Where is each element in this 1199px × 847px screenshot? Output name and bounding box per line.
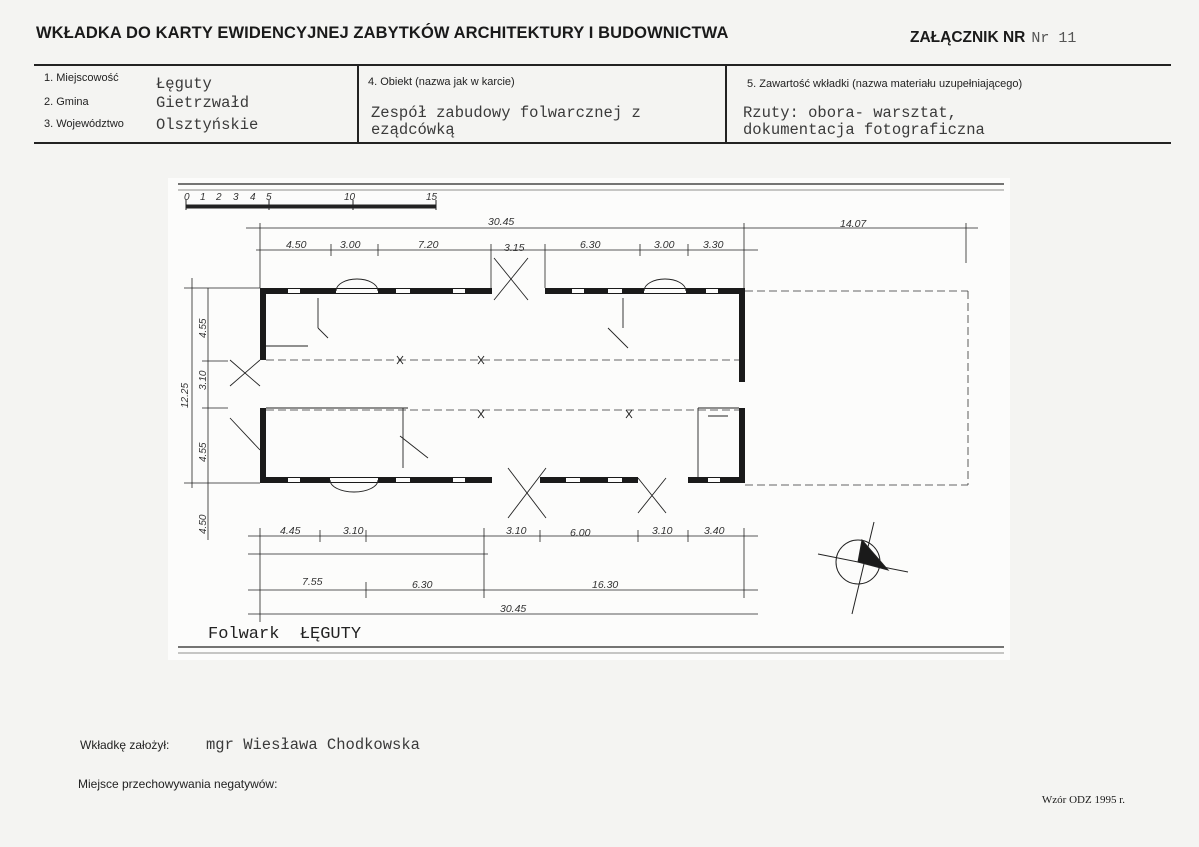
bottom-dim-7: 7.55	[302, 576, 323, 588]
created-by-value: mgr Wiesława Chodkowska	[206, 736, 420, 754]
dashed-axes	[266, 291, 968, 485]
left-dim-4: 4.50	[198, 514, 209, 534]
form-title: WKŁADKA DO KARTY EWIDENCYJNEJ ZABYTKÓW ARCHITEKTURY I BUDOWNICTWA	[36, 24, 729, 42]
scale-tick-0: 0	[184, 192, 190, 203]
scale-bar	[186, 200, 436, 210]
template-note: Wzór ODZ 1995 r.	[1041, 794, 1125, 806]
top-dim-1: 4.50	[286, 239, 307, 251]
left-dim-3: 4.55	[198, 442, 209, 462]
left-dim-total: 12.25	[180, 382, 191, 408]
locality-value: Łęguty	[156, 75, 212, 93]
voivodeship-value: Olsztyńskie	[156, 116, 259, 134]
top-dim-7: 3.30	[703, 239, 724, 251]
top-dim-6: 3.00	[654, 239, 675, 251]
locality-label: 1. Miejscowość	[44, 72, 119, 84]
bottom-dim-2: 3.10	[343, 525, 364, 537]
scale-tick-4: 4	[250, 192, 256, 203]
scale-tick-15: 15	[426, 192, 438, 203]
table-bottom-rule	[34, 142, 1171, 144]
commune-value: Gietrzwałd	[156, 94, 250, 112]
window-openings	[288, 289, 720, 482]
top-dim-3: 7.20	[418, 239, 439, 251]
voivodeship-label: 3. Województwo	[44, 118, 124, 130]
scale-tick-3: 3	[233, 192, 239, 203]
north-arrow	[818, 522, 908, 614]
created-by-label: Wkładkę założył:	[80, 738, 170, 752]
scale-tick-2: 2	[216, 192, 222, 203]
negatives-label: Miejsce przechowywania negatywów:	[78, 777, 278, 791]
floor-plan-drawing	[168, 178, 1010, 660]
left-dimension-lines	[184, 278, 260, 540]
top-extension-dim: 14.07	[840, 218, 867, 230]
annex-label: ZAŁĄCZNIK NR	[910, 29, 1026, 46]
left-dim-2: 3.10	[198, 370, 209, 390]
scale-tick-10: 10	[344, 192, 356, 203]
bottom-dim-5: 3.10	[652, 525, 673, 537]
bottom-dim-4: 6.00	[570, 527, 591, 539]
object-value-line2: eządcówką	[371, 121, 455, 139]
bottom-dim-1: 4.45	[280, 525, 301, 537]
bottom-dim-8: 6.30	[412, 579, 433, 591]
content-label: 5. Zawartość wkładki (nazwa materiału uzupełniającego)	[747, 78, 1023, 90]
table-top-rule	[34, 64, 1171, 66]
building-walls	[260, 288, 745, 483]
bottom-dim-6: 3.40	[704, 525, 725, 537]
object-label: 4. Obiekt (nazwa jak w karcie)	[368, 76, 515, 88]
column-markers	[397, 356, 632, 418]
bottom-dim-3: 3.10	[506, 525, 527, 537]
scale-tick-1: 1	[200, 192, 206, 203]
bottom-total-dim: 30.45	[500, 603, 527, 615]
content-value-line1: Rzuty: obora- warsztat,	[743, 104, 957, 122]
top-dimension-lines	[246, 223, 978, 288]
column-divider-2	[725, 64, 727, 144]
scale-tick-5: 5	[266, 192, 272, 203]
top-dim-2: 3.00	[340, 239, 361, 251]
left-dim-1: 4.55	[198, 318, 209, 338]
annex-number	[910, 29, 1076, 47]
commune-label: 2. Gmina	[44, 96, 89, 108]
column-divider-1	[357, 64, 359, 144]
top-total-dim: 30.45	[488, 216, 515, 228]
drawing-caption: Folwark ŁĘGUTY	[208, 625, 362, 644]
top-dim-5: 6.30	[580, 239, 601, 251]
object-value-line1: Zespół zabudowy folwarcznej z	[371, 104, 641, 122]
content-value-line2: dokumentacja fotograficzna	[743, 121, 985, 139]
bottom-dim-9: 16.30	[592, 579, 619, 591]
top-dim-4: 3.15	[504, 242, 525, 254]
annex-value: Nr 11	[1031, 30, 1077, 47]
